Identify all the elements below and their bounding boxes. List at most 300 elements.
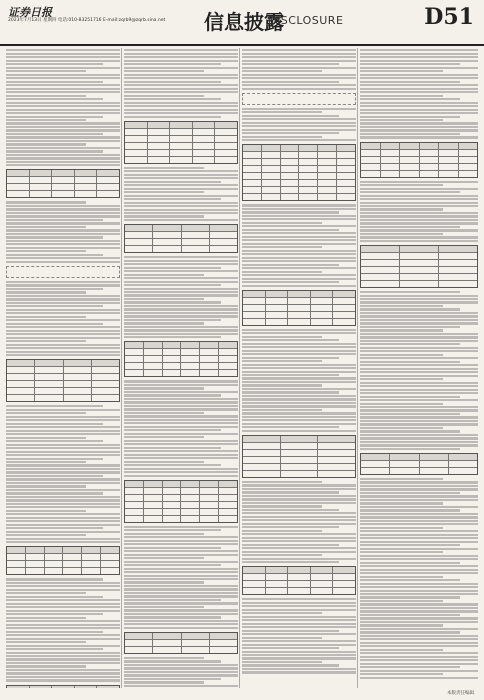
text-line: [242, 346, 356, 348]
table-cell: [64, 395, 92, 401]
text-line: [242, 250, 356, 252]
table-cell: [97, 170, 119, 176]
text-line: [360, 481, 478, 483]
text-block: [242, 108, 356, 142]
table-cell: [45, 547, 64, 553]
text-line: [124, 315, 238, 317]
text-line: [360, 506, 478, 508]
text-line: [360, 624, 443, 626]
text-line: [124, 415, 238, 417]
text-line: [6, 517, 120, 519]
table-row: [243, 291, 355, 298]
text-line: [242, 644, 356, 646]
table-cell: [318, 159, 337, 165]
table-cell: [333, 298, 355, 304]
text-line: [6, 222, 120, 224]
table-cell: [193, 143, 216, 149]
text-line: [360, 551, 443, 553]
text-line: [242, 384, 322, 386]
table-row: [243, 173, 355, 180]
table-cell: [288, 588, 311, 594]
text-line: [6, 510, 86, 512]
text-line: [124, 401, 238, 403]
text-line: [242, 540, 356, 542]
text-line: [124, 578, 238, 580]
table-cell: [30, 686, 53, 688]
table-cell: [101, 554, 119, 560]
table-cell: [281, 471, 319, 477]
text-line: [360, 95, 443, 97]
text-line: [124, 609, 238, 611]
text-line: [360, 621, 478, 623]
table-cell: [52, 191, 75, 197]
table-cell: [311, 312, 334, 318]
table-cell: [288, 298, 311, 304]
text-line: [6, 627, 120, 629]
text-line: [360, 638, 478, 640]
text-block: [6, 201, 120, 262]
table-cell: [219, 370, 237, 376]
text-line: [242, 267, 356, 269]
table-row: [125, 232, 237, 239]
table-cell: [92, 388, 119, 394]
table-cell: [318, 464, 355, 470]
table-cell: [200, 516, 219, 522]
text-line: [6, 298, 120, 300]
table-cell: [200, 488, 219, 494]
formula-block: [6, 266, 120, 278]
table-row: [125, 239, 237, 246]
table-cell: [163, 481, 182, 487]
text-line: [6, 520, 120, 522]
table-cell: [361, 260, 400, 266]
text-line: [124, 616, 221, 618]
text-line: [124, 613, 238, 615]
table-row: [125, 225, 237, 232]
text-line: [242, 67, 356, 69]
text-line: [124, 575, 238, 577]
text-line: [242, 647, 339, 649]
text-line: [360, 413, 460, 415]
text-line: [124, 177, 238, 179]
text-line: [242, 377, 356, 379]
table-cell: [125, 349, 144, 355]
table-cell: [262, 166, 281, 172]
text-line: [6, 582, 120, 584]
text-line: [6, 347, 120, 349]
text-line: [6, 326, 120, 328]
text-line: [360, 548, 478, 550]
table-cell: [181, 349, 200, 355]
text-line: [360, 88, 478, 90]
text-line: [6, 672, 120, 674]
table-cell: [144, 342, 163, 348]
text-line: [6, 240, 120, 242]
text-line: [124, 191, 204, 193]
table-cell: [148, 157, 171, 163]
table-cell: [148, 143, 171, 149]
table-cell: [299, 145, 318, 151]
text-line: [6, 250, 86, 252]
text-block: [6, 49, 120, 166]
text-line: [124, 288, 238, 290]
column-3: [242, 48, 356, 688]
table-row: [361, 253, 477, 260]
text-line: [242, 211, 339, 213]
text-line: [6, 610, 120, 612]
table-cell: [97, 191, 119, 197]
text-line: [360, 492, 460, 494]
table-cell: [82, 554, 101, 560]
text-line: [124, 387, 204, 389]
text-line: [6, 344, 120, 346]
text-line: [360, 326, 460, 328]
table-cell: [400, 143, 420, 149]
table-row: [243, 298, 355, 305]
table-cell: [311, 305, 334, 311]
table-cell: [281, 187, 300, 193]
text-line: [124, 550, 238, 552]
text-line: [360, 136, 478, 138]
table-cell: [288, 581, 311, 587]
text-line: [124, 329, 238, 331]
text-line: [124, 319, 221, 321]
text-line: [6, 56, 120, 58]
text-line: [242, 84, 356, 86]
text-line: [242, 364, 356, 366]
table-cell: [333, 567, 355, 573]
text-line: [242, 88, 356, 90]
text-line: [242, 488, 356, 490]
text-line: [124, 116, 221, 118]
table-cell: [125, 481, 144, 487]
table-cell: [7, 686, 30, 688]
text-line: [6, 503, 120, 505]
table-cell: [7, 568, 26, 574]
table-cell: [7, 184, 30, 190]
text-line: [360, 576, 443, 578]
table-row: [7, 367, 119, 374]
text-line: [124, 380, 238, 382]
table-cell: [125, 502, 144, 508]
column-4: [360, 48, 478, 688]
text-line: [124, 263, 238, 265]
table-cell: [266, 312, 289, 318]
text-line: [6, 154, 120, 156]
text-line: [242, 523, 356, 525]
table-cell: [333, 291, 355, 297]
text-line: [124, 336, 221, 338]
text-line: [6, 676, 120, 678]
text-line: [6, 524, 120, 526]
text-line: [360, 649, 443, 651]
table-cell: [400, 267, 439, 273]
text-line: [360, 308, 460, 310]
data-table: [124, 224, 238, 253]
text-line: [360, 423, 478, 425]
text-line: [124, 674, 238, 676]
text-line: [360, 84, 478, 86]
table-row: [125, 342, 237, 349]
column-2: [124, 48, 238, 688]
text-line: [124, 256, 238, 258]
table-cell: [266, 305, 289, 311]
text-line: [360, 586, 478, 588]
text-line: [6, 482, 120, 484]
table-cell: [64, 374, 92, 380]
text-line: [242, 136, 322, 138]
text-line: [360, 499, 478, 501]
table-cell: [219, 349, 237, 355]
text-line: [124, 205, 238, 207]
table-cell: [361, 150, 381, 156]
text-line: [6, 98, 103, 100]
table-cell: [243, 319, 266, 325]
text-line: [360, 129, 478, 131]
text-line: [124, 284, 221, 286]
text-line: [242, 605, 356, 607]
table-cell: [266, 574, 289, 580]
text-line: [124, 440, 238, 442]
text-line: [6, 229, 120, 231]
table-cell: [361, 274, 400, 280]
text-line: [6, 461, 86, 463]
text-line: [6, 534, 86, 536]
text-line: [124, 294, 238, 296]
text-line: [124, 588, 238, 590]
text-line: [124, 664, 238, 666]
text-line: [6, 606, 120, 608]
text-line: [360, 558, 478, 560]
table-cell: [163, 370, 182, 376]
table-cell: [281, 443, 319, 449]
text-line: [360, 590, 478, 592]
table-cell: [243, 159, 262, 165]
text-line: [6, 652, 120, 654]
text-line: [124, 270, 238, 272]
table-cell: [262, 194, 281, 200]
data-table: [360, 245, 478, 288]
text-line: [242, 225, 356, 227]
text-line: [6, 60, 120, 62]
page-footer: 本版责任编辑: [447, 691, 474, 696]
table-cell: [125, 232, 153, 238]
table-cell: [125, 225, 153, 231]
text-line: [360, 659, 478, 661]
text-line: [6, 447, 120, 449]
text-line: [242, 558, 356, 560]
text-line: [6, 122, 120, 124]
text-line: [360, 562, 460, 564]
table-cell: [92, 395, 119, 401]
table-row: [361, 461, 477, 468]
text-line: [360, 537, 478, 539]
text-line: [242, 502, 356, 504]
text-line: [242, 498, 356, 500]
text-line: [6, 631, 103, 633]
text-line: [360, 385, 478, 387]
text-line: [360, 347, 478, 349]
table-row: [243, 194, 355, 200]
column-divider: [121, 48, 122, 688]
text-line: [242, 115, 339, 117]
text-line: [360, 126, 478, 128]
table-cell: [97, 177, 119, 183]
table-row: [7, 191, 119, 197]
table-cell: [170, 122, 193, 128]
table-row: [243, 457, 355, 464]
data-table: [242, 435, 356, 478]
table-row: [243, 567, 355, 574]
table-cell: [153, 225, 181, 231]
text-line: [360, 202, 478, 204]
table-cell: [30, 184, 53, 190]
text-line: [6, 219, 103, 221]
text-line: [360, 677, 478, 679]
text-line: [6, 319, 120, 321]
text-line: [360, 133, 460, 135]
text-line: [360, 198, 478, 200]
table-cell: [144, 502, 163, 508]
table-cell: [420, 164, 440, 170]
table-cell: [243, 436, 281, 442]
text-line: [360, 361, 460, 363]
text-line: [360, 333, 478, 335]
table-cell: [153, 239, 181, 245]
text-line: [124, 529, 221, 531]
text-line: [242, 668, 356, 670]
table-cell: [82, 561, 101, 567]
table-cell: [337, 152, 355, 158]
text-line: [360, 233, 443, 235]
text-line: [242, 623, 356, 625]
text-line: [360, 319, 478, 321]
table-cell: [281, 457, 319, 463]
table-row: [243, 471, 355, 477]
text-line: [360, 635, 478, 637]
text-line: [360, 527, 443, 529]
text-line: [360, 301, 478, 303]
text-block: [242, 204, 356, 286]
table-cell: [400, 171, 420, 177]
table-cell: [333, 305, 355, 311]
table-row: [125, 363, 237, 370]
text-line: [6, 617, 86, 619]
table-cell: [144, 509, 163, 515]
text-block: [360, 181, 478, 242]
text-line: [6, 243, 120, 245]
text-line: [124, 620, 238, 622]
table-cell: [281, 152, 300, 158]
text-line: [360, 409, 478, 411]
table-cell: [144, 488, 163, 494]
text-line: [360, 583, 478, 585]
text-line: [242, 236, 356, 238]
text-line: [6, 648, 103, 650]
newspaper-logo: 证券日报: [8, 6, 52, 19]
text-line: [124, 678, 221, 680]
text-line: [124, 422, 238, 424]
text-line: [360, 340, 478, 342]
table-row: [125, 143, 237, 150]
text-line: [242, 218, 356, 220]
table-cell: [163, 516, 182, 522]
text-line: [242, 402, 356, 404]
table-cell: [181, 363, 200, 369]
table-cell: [26, 568, 45, 574]
text-line: [6, 91, 120, 93]
table-row: [361, 164, 477, 171]
table-cell: [215, 143, 237, 149]
table-row: [243, 152, 355, 159]
table-cell: [381, 143, 401, 149]
text-line: [242, 654, 356, 656]
table-cell: [181, 488, 200, 494]
table-cell: [439, 150, 459, 156]
table-cell: [144, 516, 163, 522]
table-cell: [163, 495, 182, 501]
text-line: [360, 488, 478, 490]
table-cell: [181, 516, 200, 522]
table-cell: [243, 574, 266, 580]
text-line: [6, 669, 120, 671]
table-cell: [337, 159, 355, 165]
table-cell: [266, 319, 289, 325]
text-line: [6, 634, 120, 636]
table-cell: [210, 239, 237, 245]
text-line: [6, 330, 120, 332]
text-line: [360, 607, 478, 609]
table-cell: [35, 381, 63, 387]
text-line: [124, 557, 204, 559]
table-cell: [125, 495, 144, 501]
table-cell: [125, 356, 144, 362]
text-line: [360, 406, 478, 408]
table-cell: [52, 170, 75, 176]
data-table: [6, 169, 120, 198]
table-cell: [459, 171, 478, 177]
table-cell: [400, 164, 420, 170]
formula-block: [242, 93, 356, 105]
text-line: [124, 408, 238, 410]
text-line: [6, 451, 120, 453]
text-block: [124, 657, 238, 688]
table-cell: [125, 122, 148, 128]
text-line: [360, 596, 460, 598]
text-line: [6, 645, 120, 647]
table-row: [125, 509, 237, 516]
table-cell: [337, 166, 355, 172]
table-cell: [200, 481, 219, 487]
table-cell: [390, 454, 419, 460]
text-line: [360, 219, 478, 221]
table-cell: [337, 187, 355, 193]
text-line: [6, 416, 120, 418]
table-row: [243, 436, 355, 443]
table-cell: [7, 395, 35, 401]
text-line: [360, 357, 478, 359]
table-cell: [52, 177, 75, 183]
table-cell: [281, 159, 300, 165]
table-cell: [35, 395, 63, 401]
text-line: [242, 257, 356, 259]
table-row: [243, 305, 355, 312]
text-block: [242, 481, 356, 563]
table-cell: [200, 495, 219, 501]
text-line: [242, 132, 339, 134]
table-cell: [200, 502, 219, 508]
text-line: [6, 208, 120, 210]
